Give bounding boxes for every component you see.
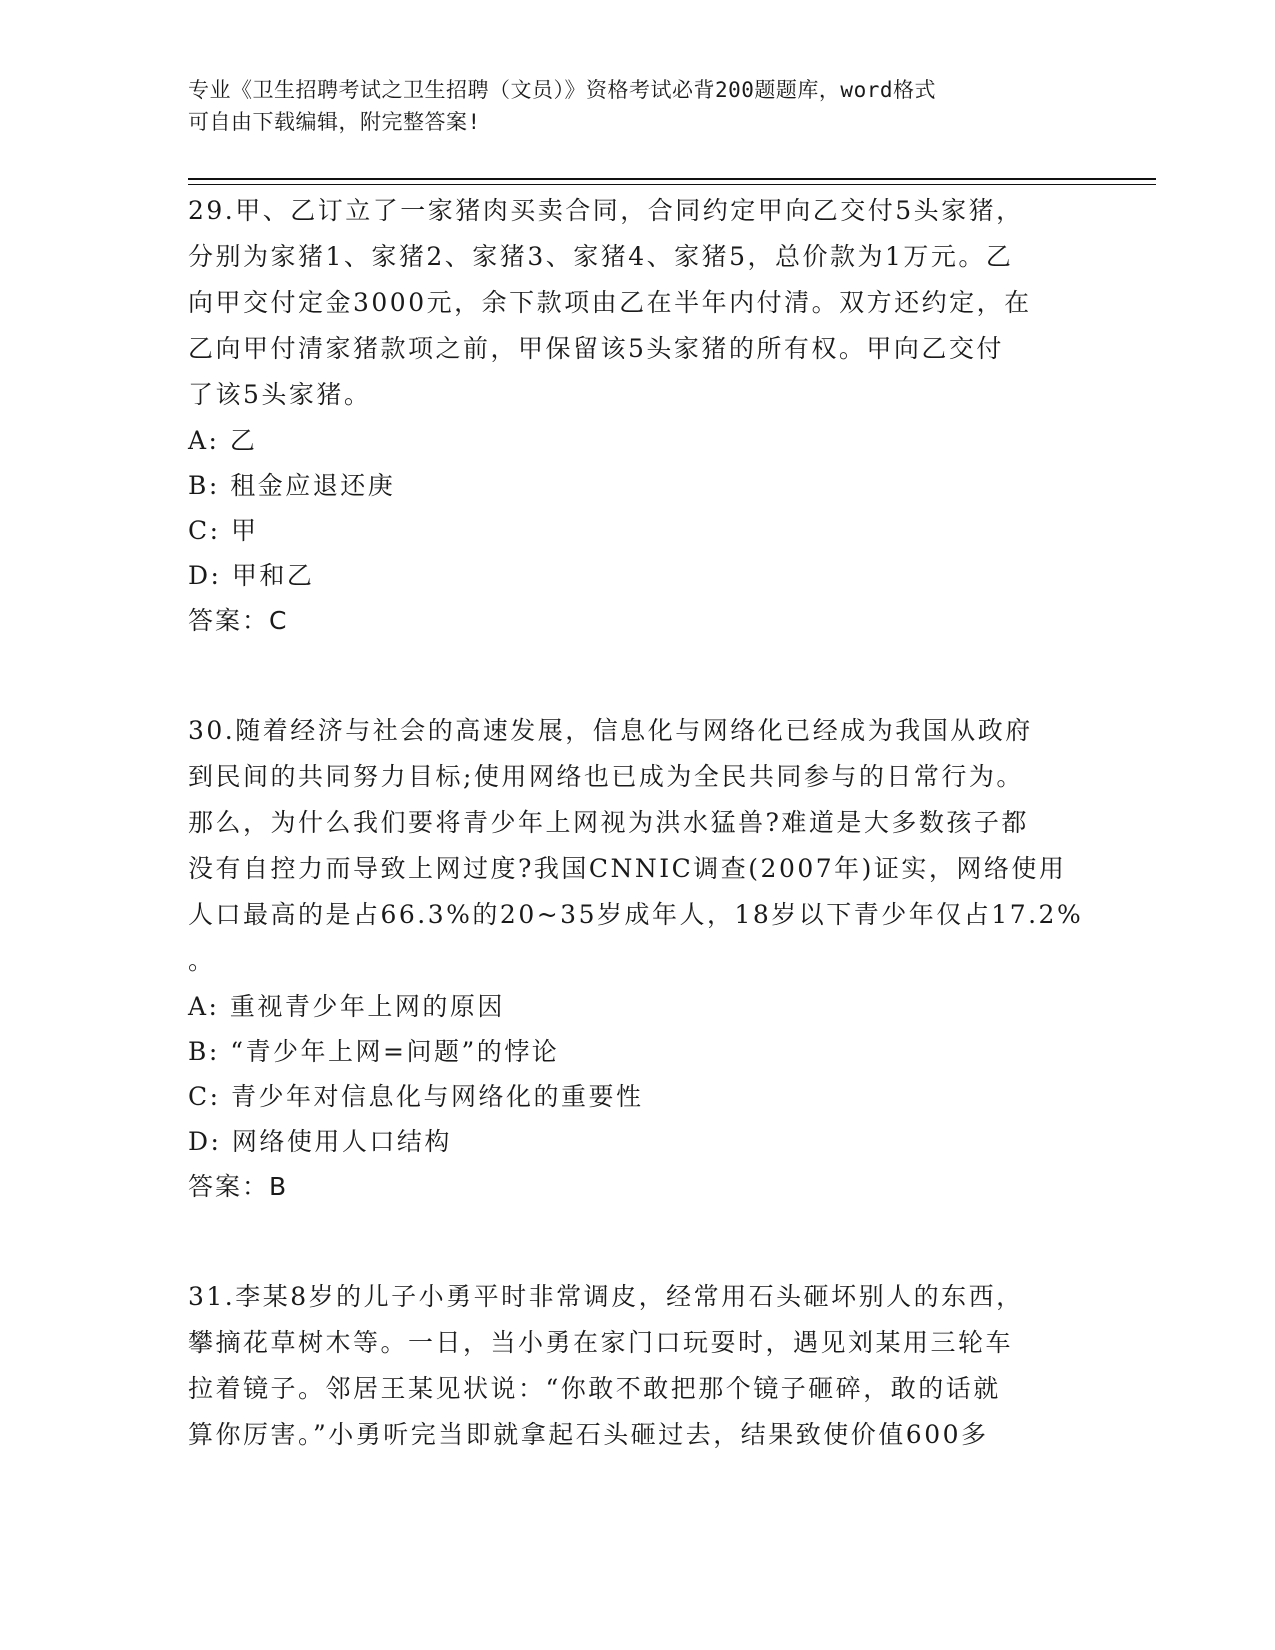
question-stem-line: 30.随着经济与社会的高速发展，信息化与网络化已经成为我国从政府 [188, 716, 1033, 745]
option-c: C: 甲 [188, 516, 259, 545]
answer-line: 答案：C [188, 606, 289, 635]
option-b: B: 租金应退还庚 [188, 471, 396, 500]
question-stem-line: 攀摘花草树木等。一日，当小勇在家门口玩耍时，遇见刘某用三轮车 [188, 1328, 1014, 1357]
option-b: B: “青少年上网=问题”的悖论 [188, 1037, 560, 1066]
question-31 [188, 1274, 1088, 1458]
header-title-line-2: 可自由下载编辑，附完整答案! [188, 110, 481, 134]
header-rule-thick [188, 178, 1156, 180]
header-title-line-1: 专业《卫生招聘考试之卫生招聘（文员）》资格考试必背200题题库，word格式 [188, 78, 936, 102]
question-stem-line: 乙向甲付清家猪款项之前，甲保留该5头家猪的所有权。甲向乙交付 [188, 334, 1004, 363]
question-stem-line: 了该5头家猪。 [188, 380, 372, 409]
question-stem-line: 没有自控力而导致上网过度?我国CNNIC调查(2007年)证实，网络使用 [188, 854, 1067, 883]
option-a: A: 乙 [188, 426, 258, 455]
question-stem-line: 。 [188, 946, 216, 975]
question-spacer [188, 644, 1088, 708]
question-stem-line: 到民间的共同努力目标;使用网络也已成为全民共同参与的日常行为。 [188, 762, 1024, 791]
option-d: D: 甲和乙 [188, 561, 315, 590]
option-c: C: 青少年对信息化与网络化的重要性 [188, 1082, 644, 1111]
question-stem-line: 算你厉害。”小勇听完当即就拿起石头砸过去，结果致使价值600多 [188, 1420, 989, 1449]
header-rule-thin [188, 184, 1156, 185]
question-29 [188, 188, 1088, 644]
option-d: D: 网络使用人口结构 [188, 1127, 452, 1156]
option-a: A: 重视青少年上网的原因 [188, 992, 505, 1021]
question-stem-line: 29.甲、乙订立了一家猪肉买卖合同，合同约定甲向乙交付5头家猪， [188, 196, 1024, 225]
question-stem-line: 那么，为什么我们要将青少年上网视为洪水猛兽?难道是大多数孩子都 [188, 808, 1029, 837]
question-stem-line: 向甲交付定金3000元，余下款项由乙在半年内付清。双方还约定，在 [188, 288, 1032, 317]
document-header [188, 74, 1068, 138]
question-spacer [188, 1210, 1088, 1274]
question-stem-line: 人口最高的是占66.3%的20~35岁成年人，18岁以下青少年仅占17.2% [188, 900, 1084, 929]
answer-line: 答案：B [188, 1172, 289, 1201]
question-list [188, 188, 1088, 1458]
question-30 [188, 708, 1088, 1210]
question-stem-line: 分别为家猪1、家猪2、家猪3、家猪4、家猪5，总价款为1万元。乙 [188, 242, 1014, 271]
question-stem-line: 拉着镜子。邻居王某见状说：“你敢不敢把那个镜子砸碎，敢的话就 [188, 1374, 1001, 1403]
question-stem-line: 31.李某8岁的儿子小勇平时非常调皮，经常用石头砸坏别人的东西， [188, 1282, 1024, 1311]
